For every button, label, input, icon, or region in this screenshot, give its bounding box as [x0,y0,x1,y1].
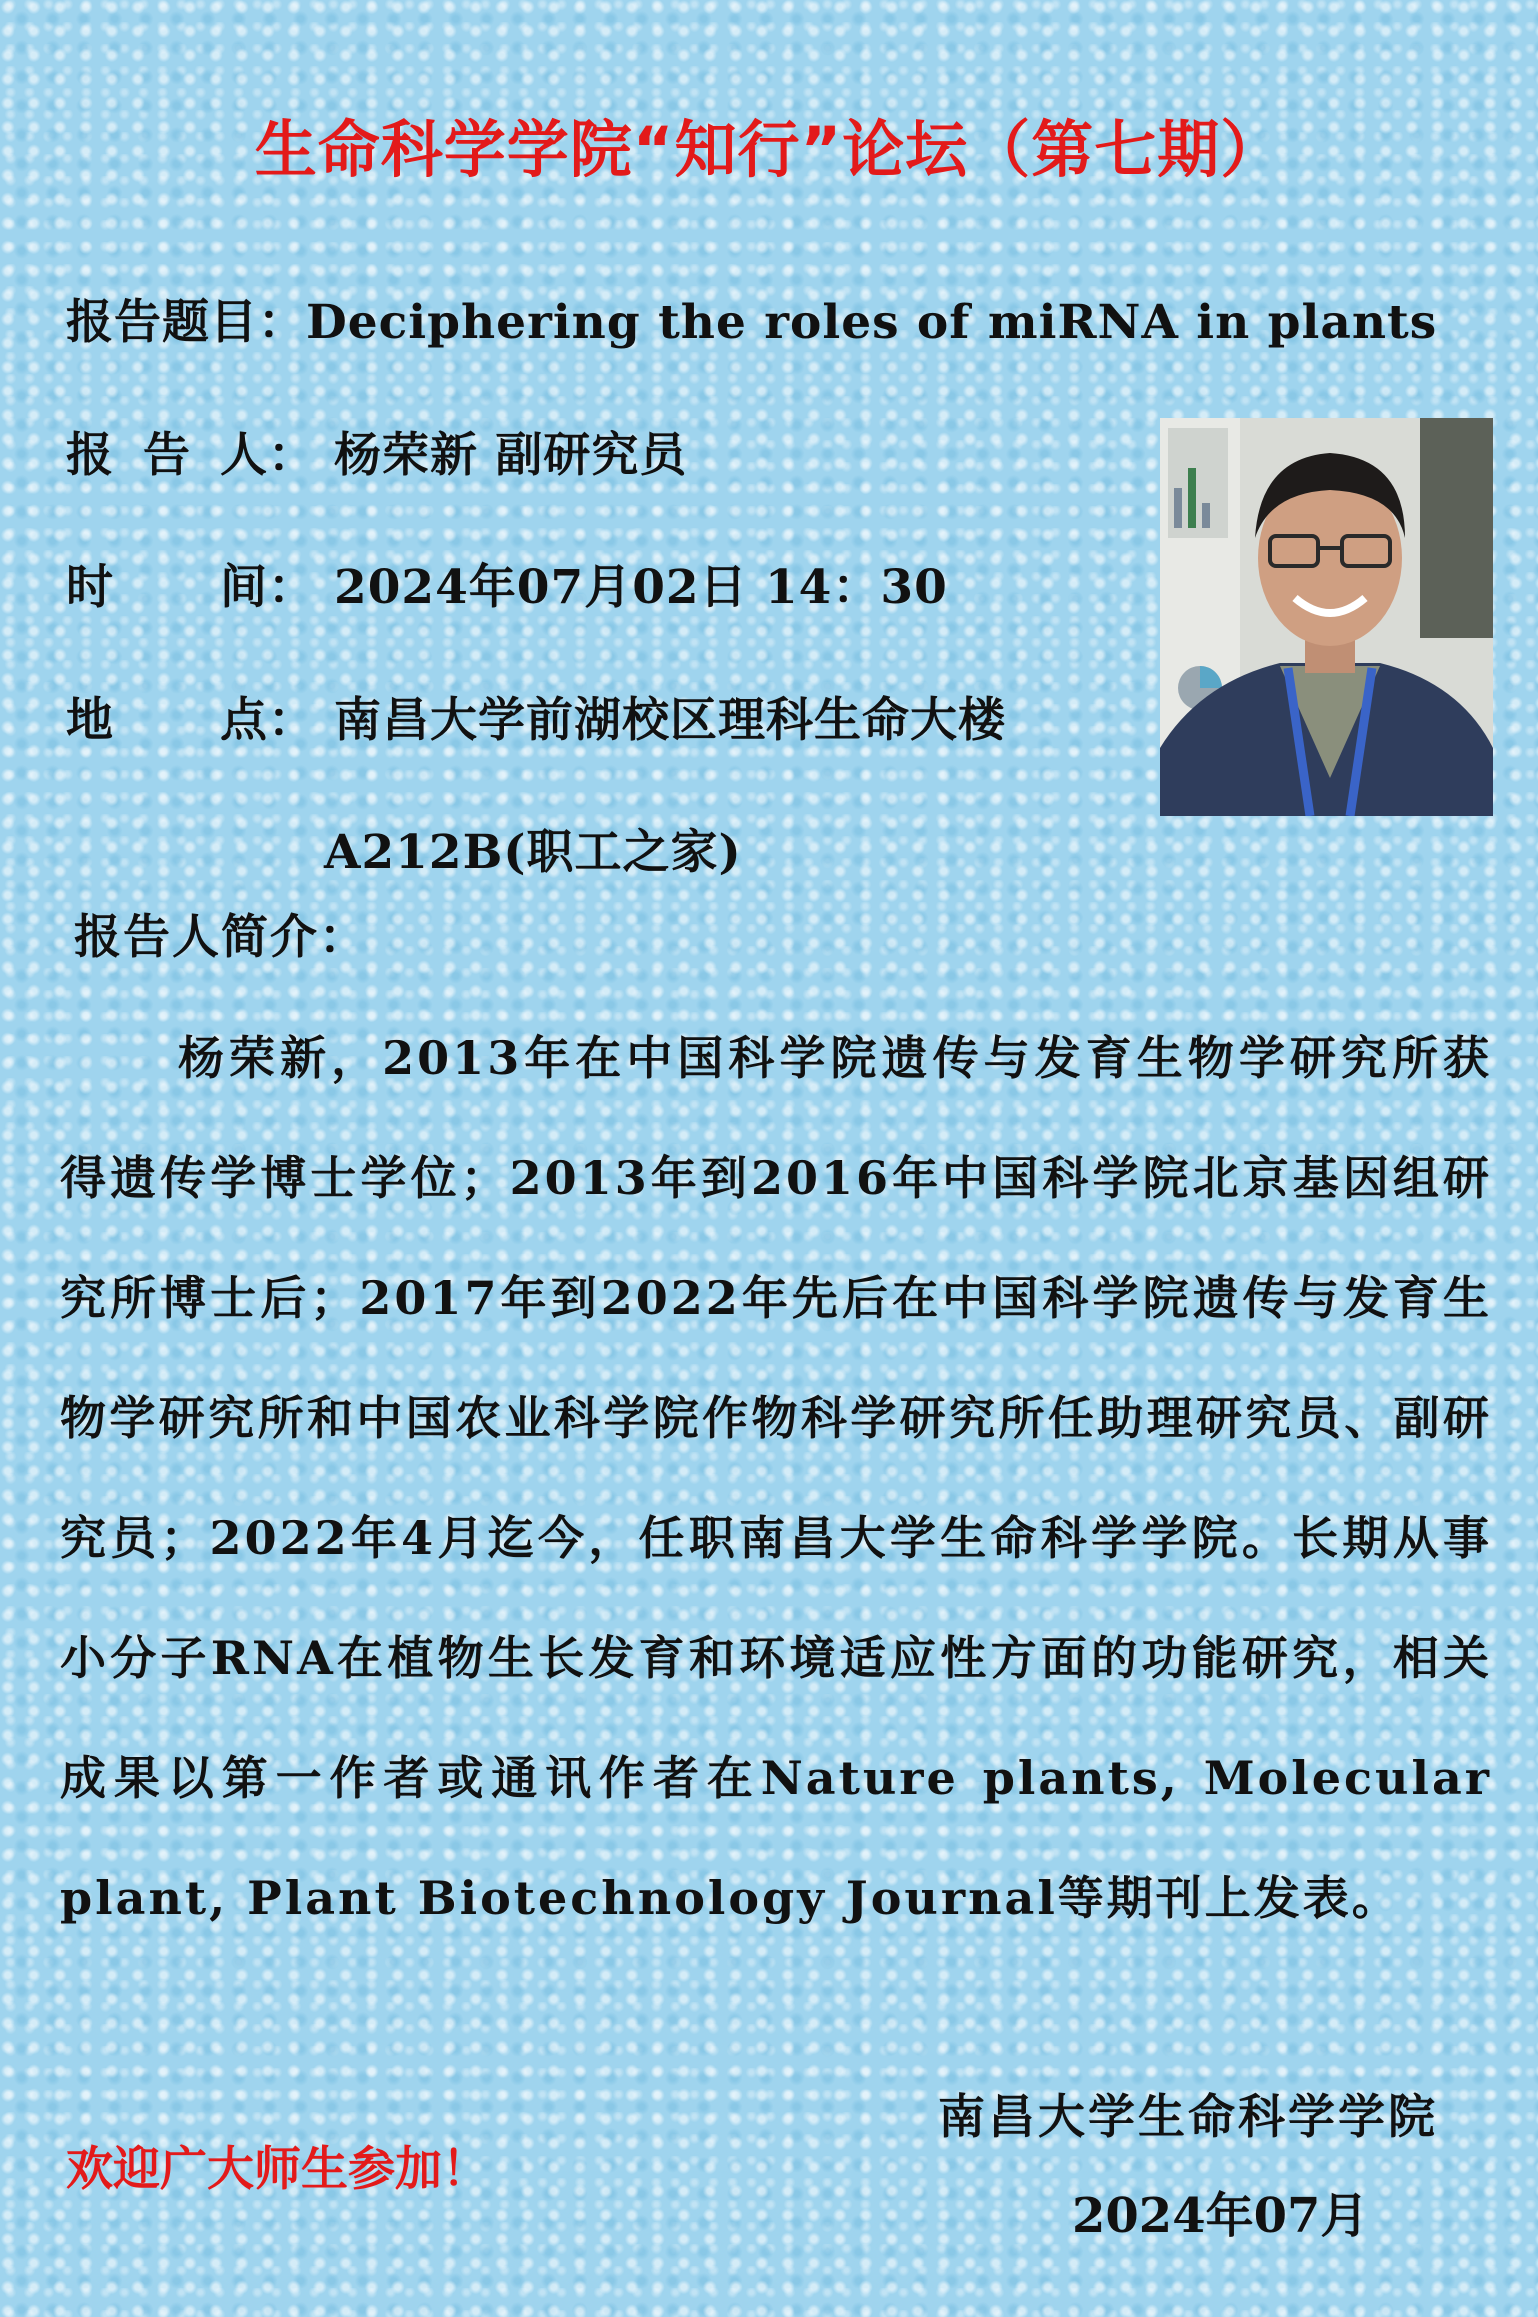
place-value-line1: 南昌大学前湖校区理科生命大楼 [334,693,1006,748]
topic-label: 报告题目： [66,295,306,350]
speaker-portrait-image [1160,418,1493,816]
organizer: 南昌大学生命科学学院 [938,2090,1438,2145]
speaker-row [66,418,687,485]
place-label: 地 点： [66,693,316,748]
issue-date: 2024年07月 [1072,2188,1369,2244]
place-row [66,683,1006,750]
time-label: 时 间： [66,560,316,615]
bio-heading: 报告人简介： [74,910,368,965]
time-row [66,550,948,617]
speaker-label: 报 告 人： [66,428,316,483]
topic-row [66,285,1437,352]
welcome-text: 欢迎广大师生参加！ [66,2142,489,2197]
speaker-value: 杨荣新 副研究员 [334,428,688,483]
place-value-line2: A212B(职工之家) [324,825,742,880]
bio-paragraph: 杨荣新，2013年在中国科学院遗传与发育生物学研究所获得遗传学博士学位；2013年到2016年中国科学院北京基因组研究所博士后；2017年到2022年先后在中国科学院遗传与发育生物学研究所和中国农业科学院作物科学研究所任助理研究员、副研究员；2022年4月迄今，任职南昌大学生命科学学院。长期从事小分子RNA在植物生长发育和环境适应性方面的功能研究，相关成果以第一作者或通讯作者在Nature plants, Molecular plant, Plant Biotechnology Journal等期刊上发表。 [60,1031,1492,1925]
page-title: 生命科学学院“知行”论坛（第七期） [254,113,1284,186]
time-value: 2024年07月02日 14：30 [334,560,948,615]
speaker-photo [1160,418,1493,816]
topic-value: Deciphering the roles of miRNA in plants [306,295,1438,350]
